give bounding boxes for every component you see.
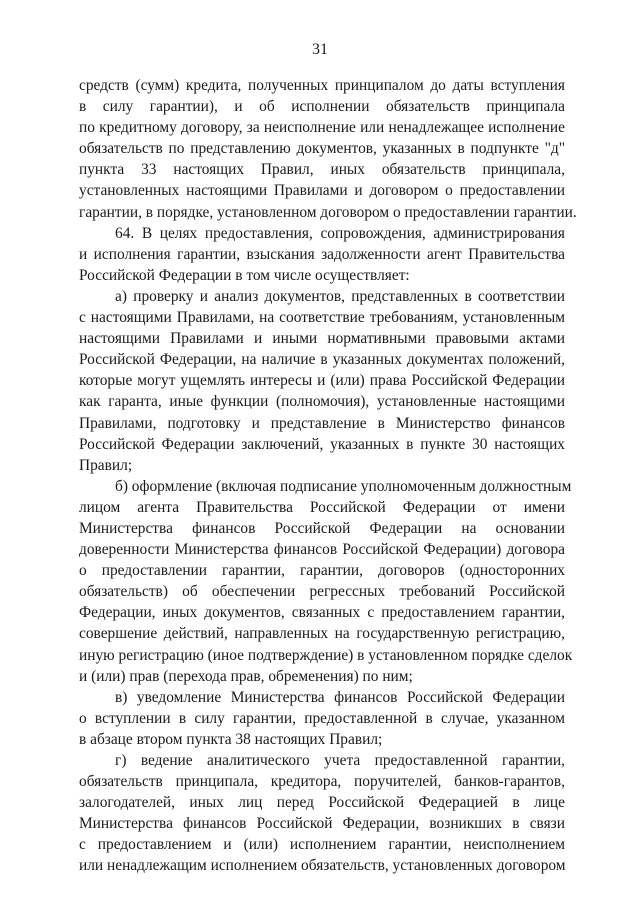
text-line: с предоставлением и (или) исполнением гарантии, неисполнением (79, 836, 565, 854)
text-line: с настоящими Правилами, на соответствие требованиям, установленным (79, 309, 565, 327)
text-line: в) уведомление Министерства финансов Российской Федерации (115, 688, 565, 706)
text-line: Министерства финансов Российской Федерации на основании (79, 519, 565, 537)
text-line: и (или) прав (перехода прав, обременения) по ним; (79, 667, 413, 685)
text-line: по кредитному договору, за неисполнение или ненадлежащее исполнение (79, 119, 565, 137)
text-line: обязательств по представлению документов, указанных в подпункте "д" (79, 140, 565, 158)
text-line: обязательств) об обеспечении регрессных требований Российской (79, 583, 565, 601)
text-line: как гаранта, иные функции (полномочия), установленные настоящими (79, 393, 565, 411)
page-number: 31 (312, 41, 328, 58)
text-line: 64. В целях предоставления, сопровождения, администрирования (115, 224, 565, 242)
text-line: настоящими Правилами и иными нормативными правовыми актами (79, 330, 565, 348)
text-line: лицом агента Правительства Российской Федерации от имени (79, 498, 565, 516)
text-line: Российской Федерации, на наличие в указанных документах положений, (79, 351, 565, 369)
text-line: Правилами, подготовку и представление в Министерство финансов (79, 414, 565, 432)
text-line: в абзаце втором пункта 38 настоящих Правил; (79, 730, 383, 748)
text-line: о вступлении в силу гарантии, предоставленной в случае, указанном (79, 709, 565, 727)
text-line: пункта 33 настоящих Правил, иных обязательств принципала, (79, 161, 565, 179)
text-line: средств (сумм) кредита, полученных принципалом до даты вступления (79, 77, 565, 94)
text-line: Министерства финансов Российской Федерации, возникших в связи (79, 815, 565, 833)
text-line: о предоставлении гарантии, гарантии, договоров (односторонних (79, 562, 565, 580)
text-line: обязательств принципала, кредитора, поручителей, банков-гарантов, (79, 773, 565, 791)
text-line: в силу гарантии), и об исполнении обязательств принципала (79, 98, 565, 116)
text-line: б) оформление (включая подписание уполномоченным должностным (115, 477, 572, 495)
text-line: Российской Федерации в том числе осуществляет: (79, 266, 410, 284)
text-line: установленных настоящими Правилами и договором о предоставлении (79, 182, 565, 200)
text-line: иную регистрацию (иное подтверждение) в установленном порядке сделок (79, 646, 573, 664)
text-line: и исполнения гарантии, взыскания задолженности агент Правительства (79, 245, 565, 263)
document-body (79, 75, 577, 877)
text-line: которые могут ущемлять интересы и (или) права Российской Федерации (79, 372, 565, 390)
text-line: Федерации, иных документов, связанных с предоставлением гарантии, (79, 604, 565, 622)
text-line: Российской Федерации заключений, указанных в пункте 30 настоящих (79, 435, 565, 453)
text-line: Правил; (79, 456, 133, 474)
text-line: г) ведение аналитического учета предоставленной гарантии, (115, 752, 565, 769)
text-line: гарантии, в порядке, установленном договором о предоставлении гарантии. (79, 203, 577, 221)
text-line: совершение действий, направленных на государственную регистрацию, (79, 625, 565, 643)
text-line: или ненадлежащим исполнением обязательств, установленных договором (79, 857, 566, 875)
text-line: а) проверку и анализ документов, представленных в соответствии (115, 287, 565, 305)
text-line: доверенности Министерства финансов Российской Федерации) договора (79, 541, 565, 559)
text-line: залогодателей, иных лиц перед Российской Федерацией в лице (79, 794, 565, 812)
